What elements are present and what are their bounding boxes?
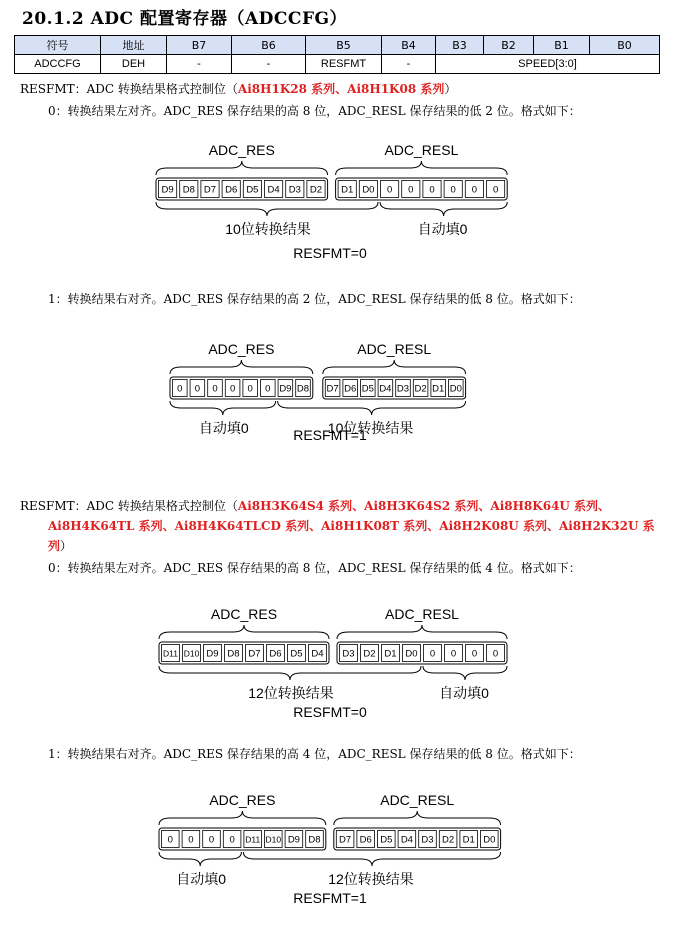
bit-label: 0: [450, 648, 457, 660]
left-group-label: 自动填0: [176, 871, 227, 887]
bit-label: 0: [188, 834, 194, 846]
right-group-label: 10位转换结果: [327, 420, 414, 436]
bit-label: 0: [492, 184, 499, 196]
bit-label: D3: [288, 184, 301, 196]
bit-label: D5: [361, 383, 374, 395]
bit-label: 0: [229, 834, 235, 846]
adc-res-label: ADC_RES: [208, 142, 275, 158]
bit-label: D2: [442, 834, 455, 846]
bit-label: D7: [326, 383, 339, 395]
adc-res-label: ADC_RES: [210, 606, 278, 622]
bit-label: D4: [267, 184, 280, 196]
symbol-cell: ADCCFG: [15, 55, 101, 74]
diagram-caption: RESFMT=0: [293, 704, 367, 720]
resfmt-desc-2: [20, 497, 610, 514]
bit-label: D2: [414, 383, 427, 395]
left-group-label: 10位转换结果: [225, 221, 311, 237]
adc-res-label: ADC_RES: [209, 792, 276, 808]
bit-label: D8: [308, 834, 321, 846]
left-group-brace: [159, 852, 241, 866]
bit-label: 0: [177, 383, 183, 395]
bit-diagram-4: [0, 778, 674, 918]
bit-label: D5: [246, 184, 259, 196]
left-group-brace: [156, 202, 378, 216]
bit-label: D7: [248, 648, 261, 660]
header-cell: B2: [484, 36, 534, 55]
adc-resl-brace: [337, 625, 507, 639]
bit-label: 0: [167, 834, 173, 846]
section-title: 20.1.2 ADC 配置寄存器（ADCCFG）: [22, 9, 348, 29]
header-cell: 地址: [101, 36, 167, 55]
series-list-line3: [48, 537, 72, 554]
series-list: 列: [48, 539, 61, 553]
bit-label: D6: [225, 184, 238, 196]
adc-res-brace: [159, 811, 326, 825]
bit-label: D3: [421, 834, 434, 846]
adc-res-brace: [156, 161, 328, 175]
bit-label: 0: [194, 383, 201, 395]
bit-label: D5: [290, 648, 303, 660]
bit-label: D3: [396, 383, 410, 395]
b6-cell: -: [232, 55, 306, 74]
adc-resl-label: ADC_RESL: [385, 606, 459, 622]
bit-label: D2: [363, 648, 376, 660]
bit-label: 0: [429, 184, 435, 196]
diagram-caption: RESFMT=0: [293, 245, 367, 261]
bit-diagram-1: [0, 133, 674, 273]
right-group-label: 自动填0: [439, 685, 489, 701]
bit-label: 0: [386, 184, 393, 196]
bit-diagram-2: [0, 325, 674, 455]
series-list: Ai8H3K64S4 系列、Ai8H3K64S2 系列、Ai8H8K64U 系列、: [237, 499, 611, 513]
adc-res-brace: [159, 625, 329, 639]
header-cell: B1: [534, 36, 590, 55]
header-cell: B0: [590, 36, 660, 55]
resfmt-desc-1: [20, 80, 456, 97]
right-group-brace: [423, 666, 507, 680]
mode1-description: 1：转换结果右对齐。ADC_RES 保存结果的高 2 位，ADC_RESL 保存结果的低 8 位。格式如下：: [48, 292, 581, 306]
diagram-caption: RESFMT=1: [293, 890, 367, 906]
bit-label: 0: [492, 648, 499, 660]
header-cell: 符号: [15, 36, 101, 55]
adc-res-brace: [170, 360, 313, 374]
bit-label: D10: [183, 648, 200, 659]
bit-label: 0: [208, 834, 215, 846]
bit-label: D4: [379, 383, 392, 395]
header-cell: B4: [382, 36, 436, 55]
bit-label: 0: [450, 184, 456, 196]
bit-label: D1: [432, 383, 445, 395]
diagram-caption: RESFMT=1: [293, 427, 367, 443]
b4-cell: -: [382, 55, 436, 74]
resfmt-desc-suffix: ）: [60, 539, 73, 553]
adc-resl-label: ADC_RESL: [357, 341, 432, 357]
header-cell: B6: [232, 36, 306, 55]
resfmt-desc-prefix: RESFMT：ADC 转换结果格式控制位（: [20, 82, 238, 96]
adc-resl-brace: [336, 161, 508, 175]
b7-cell: -: [167, 55, 232, 74]
left-group-label: 12位转换结果: [248, 685, 334, 701]
bit-label: D6: [344, 383, 357, 395]
right-group-label: 12位转换结果: [328, 871, 414, 887]
left-group-label: 自动填0: [198, 420, 249, 436]
right-group-label: 自动填0: [417, 221, 468, 237]
bit-label: D0: [362, 184, 375, 196]
left-group-brace: [170, 401, 276, 415]
table-row: [15, 55, 660, 74]
bit-label: 0: [471, 648, 478, 660]
bit-label: D1: [462, 834, 475, 846]
bit-label: 0: [429, 648, 436, 660]
header-cell: B5: [306, 36, 382, 55]
right-group-brace: [278, 401, 466, 415]
bit-label: D9: [161, 184, 174, 196]
bit-label: D4: [400, 834, 413, 846]
bit-label: D9: [287, 834, 300, 846]
header-cell: B3: [436, 36, 484, 55]
bit-label: D1: [341, 184, 354, 196]
bit-label: D3: [342, 648, 355, 660]
bit-label: D7: [339, 834, 352, 846]
bit-label: D11: [163, 648, 178, 659]
bit-label: 0: [408, 184, 414, 196]
series-list: Ai8H1K28 系列、Ai8H1K08 系列: [237, 82, 445, 96]
right-group-brace: [380, 202, 507, 216]
bit-label: D8: [182, 184, 195, 196]
bit-label: D5: [380, 834, 393, 846]
bit-label: D0: [483, 834, 496, 846]
adc-resl-label: ADC_RESL: [384, 142, 459, 158]
bit-label: D6: [359, 834, 372, 846]
resfmt-desc-suffix: ）: [444, 82, 457, 96]
series-list-line2: [48, 517, 655, 534]
bit-label: D0: [405, 648, 418, 660]
bit-label: D8: [296, 383, 310, 395]
bit-label: D1: [384, 648, 397, 660]
bit-label: D7: [203, 184, 217, 196]
b5-cell: RESFMT: [306, 55, 382, 74]
adc-res-label: ADC_RES: [208, 341, 275, 357]
address-cell: DEH: [101, 55, 167, 74]
bit-label: D2: [309, 184, 323, 196]
bit-label: 0: [265, 383, 271, 395]
bit-label: D10: [265, 834, 282, 845]
adc-resl-label: ADC_RESL: [380, 792, 455, 808]
mode0-description: 0：转换结果左对齐。ADC_RES 保存结果的高 8 位，ADC_RESL 保存结果的低 2 位。格式如下：: [48, 104, 581, 118]
bit-label: D8: [227, 648, 240, 660]
register-table: [14, 35, 660, 74]
bit-label: 0: [471, 184, 478, 196]
mode0-description: 0：转换结果左对齐。ADC_RES 保存结果的高 8 位，ADC_RESL 保存结果的低 4 位。格式如下：: [48, 561, 581, 575]
series-list: Ai8H4K64TL 系列、Ai8H4K64TLCD 系列、Ai8H1K08T 系列、Ai8H2K08U 系列、Ai8H2K32U 系: [48, 519, 655, 533]
mode1-description: 1：转换结果右对齐。ADC_RES 保存结果的高 4 位，ADC_RESL 保存结果的低 8 位。格式如下：: [48, 747, 581, 761]
bit-label: D9: [279, 383, 292, 395]
right-group-brace: [243, 852, 500, 866]
bit-label: D9: [206, 648, 219, 660]
left-group-brace: [159, 666, 421, 680]
resfmt-desc-prefix: RESFMT：ADC 转换结果格式控制位（: [20, 499, 238, 513]
speed-cell: SPEED[3:0]: [436, 55, 660, 74]
bit-label: D6: [269, 648, 282, 660]
header-cell: B7: [167, 36, 232, 55]
adc-resl-brace: [334, 811, 501, 825]
table-header-row: [15, 36, 660, 55]
bit-label: 0: [247, 383, 253, 395]
bit-diagram-3: [0, 592, 674, 732]
bit-label: D0: [449, 383, 462, 395]
bit-label: D11: [245, 834, 261, 845]
bit-label: D4: [311, 648, 324, 660]
bit-label: 0: [212, 383, 218, 395]
bit-label: 0: [229, 383, 236, 395]
adc-resl-brace: [323, 360, 466, 374]
